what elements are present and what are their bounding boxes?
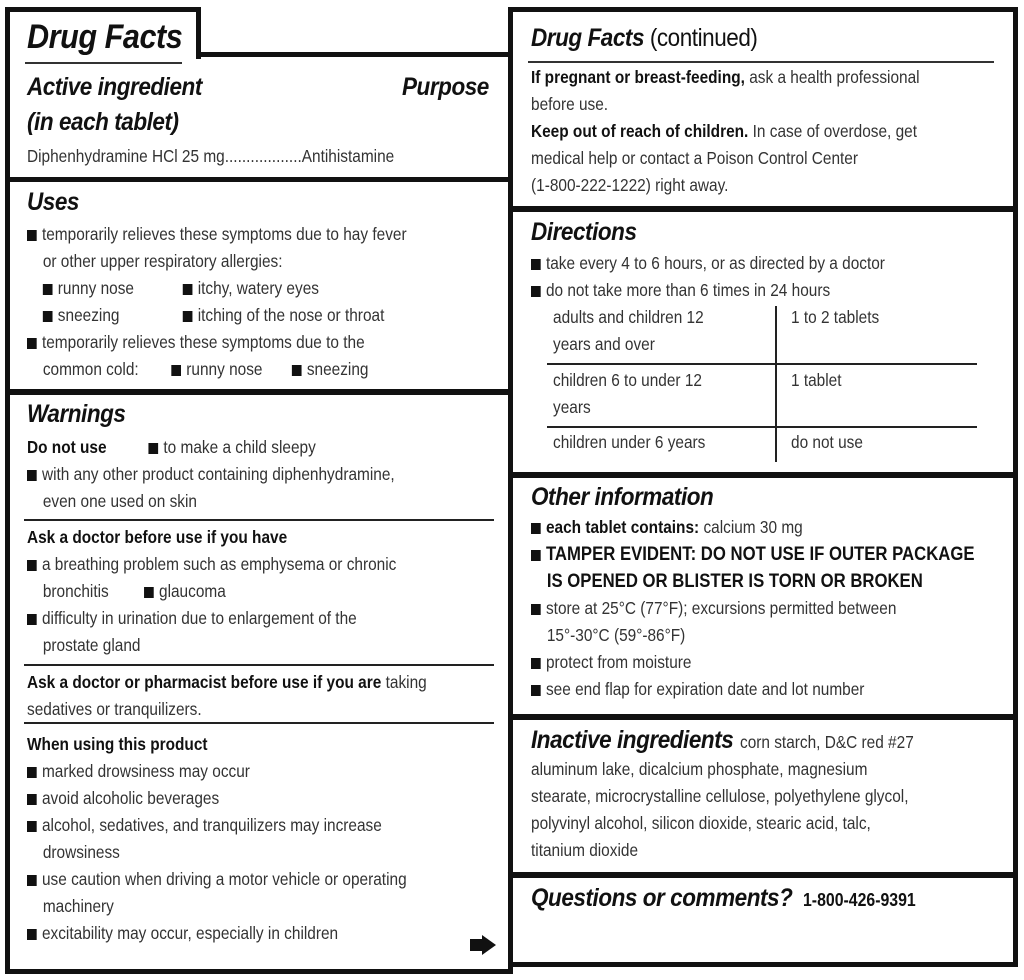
bullet-icon [27,470,37,481]
uses-item: temporarily relieves these symptoms due to hay fever [41,224,407,244]
purpose-heading: Purpose [402,73,489,101]
warning-item-cont: bronchitis [42,581,109,601]
bullet-icon [27,794,37,805]
bullet-icon [43,284,53,295]
other-info-item: calcium 30 mg [703,517,803,537]
thin-divider [24,519,494,521]
symptom: sneezing [306,359,369,379]
do-not-use-block [27,434,395,515]
symptom: sneezing [57,305,120,325]
do-not-use-label: Do not use [27,437,107,457]
other-info-heading: Other information [531,483,714,511]
other-info-item: store at 25°C (77°F); excursions permitted between [545,598,897,618]
table-row [553,367,702,421]
title-underline [528,61,994,63]
leader-dots: .................. [224,146,302,166]
other-info-label: each tablet contains: [545,517,700,537]
table-row [553,304,704,358]
directions-list [531,250,885,304]
ingredient-row [27,143,394,170]
bullet-icon [531,550,541,561]
bullet-icon [27,929,37,940]
dosage-table [547,306,977,466]
warning-item: a breathing problem such as emphysema or chronic [41,554,397,574]
pregnancy-block [531,64,920,199]
active-ingredient-subheading: (in each tablet) [27,108,179,136]
divider [508,206,1018,212]
bullet-icon [27,230,37,241]
directions-heading: Directions [531,218,637,246]
bullet-icon [43,311,53,322]
title-underline [25,62,182,64]
other-info-list [531,514,975,703]
bullet-icon [27,767,37,778]
divider [5,177,513,182]
continue-arrow-icon [470,935,496,955]
bullet-icon [531,259,541,270]
thin-divider [24,722,494,724]
keep-out-text: medical help or contact a Poison Control Center [531,148,859,168]
dose: 1 to 2 tablets [791,307,880,327]
dose: 1 tablet [791,370,842,390]
keep-out-label: Keep out of reach of children. [531,121,749,141]
ingredient-purpose: Antihistamine [301,146,395,166]
inactive-text: aluminum lake, dicalcium phosphate, magnesium [531,759,868,779]
divider [508,872,1018,878]
active-ingredient-heading: Active ingredient [27,73,202,101]
divider [5,389,513,395]
warning-item-cont: machinery [42,896,114,916]
direction-item: take every 4 to 6 hours, or as directed by a doctor [545,253,885,273]
direction-item: do not take more than 6 times in 24 hours [545,280,831,300]
left-title: Drug Facts [27,18,183,56]
bullet-icon [144,587,154,598]
bullet-icon [531,658,541,669]
warning-item-cont: prostate gland [42,635,141,655]
other-info-item: protect from moisture [545,652,692,672]
other-info-item: see end flap for expiration date and lot number [545,679,865,699]
warning-item: with any other product containing diphenhydramine, [41,464,395,484]
questions-phone: 1-800-426-9391 [803,890,917,910]
questions-heading: Questions or comments? [531,884,793,912]
warning-item-cont: drowsiness [42,842,120,862]
inactive-text: titanium dioxide [531,840,639,860]
keep-out-text: In case of overdose, get [752,121,918,141]
ask-pharmacist-block [27,669,427,723]
symptom: itching of the nose or throat [197,305,385,325]
table-col-divider [775,306,777,462]
warning-item: marked drowsiness may occur [41,761,250,781]
warning-item: alcohol, sedatives, and tranquilizers may increase [41,815,382,835]
age-group: children 6 to under 12 [553,370,702,390]
bullet-icon [148,443,158,454]
uses-heading: Uses [27,188,79,216]
pregnancy-text: before use. [531,94,609,114]
warning-item-cont: even one used on skin [42,491,197,511]
dose: do not use [791,432,863,452]
divider [508,714,1018,720]
table-row: children under 6 years [553,432,706,452]
uses-list [27,221,407,383]
bullet-icon [27,338,37,349]
inactive-block [531,726,960,864]
right-title-suffix: (continued) [649,24,758,52]
right-title-text: Drug Facts [531,24,645,52]
age-group: years and over [553,334,655,354]
inactive-text: stearate, microcrystalline cellulose, polyethylene glycol, [531,786,909,806]
tamper-warning: IS OPENED OR BLISTER IS TORN OR BROKEN [546,571,923,592]
when-using-block [27,731,407,947]
bullet-icon [531,685,541,696]
bullet-icon [27,821,37,832]
warning-item: excitability may occur, especially in children [41,923,339,943]
questions-block [531,884,932,913]
age-group: adults and children 12 [553,307,704,327]
age-group: years [553,397,591,417]
bullet-icon [183,284,193,295]
ask-pharmacist-text: sedatives or tranquilizers. [27,699,202,719]
right-title [531,24,757,53]
inactive-heading: Inactive ingredients [531,726,734,754]
ask-doctor-label: Ask a doctor before use if you have [27,527,288,547]
warning-item: use caution when driving a motor vehicle or operating [41,869,407,889]
uses-item: temporarily relieves these symptoms due to the [41,332,365,352]
divider [508,472,1018,478]
bullet-icon [27,875,37,886]
symptom: runny nose [186,359,263,379]
pregnancy-text: ask a health professional [749,67,920,87]
poison-control-number: (1-800-222-1222) right away. [531,175,729,195]
table-row-divider [547,426,977,428]
pregnancy-label: If pregnant or breast-feeding, [531,67,745,87]
ingredient-name: Diphenhydramine HCl 25 mg [27,146,225,166]
inactive-text: corn starch, D&C red #27 [739,732,914,752]
warning-item: to make a child sleepy [163,437,316,457]
uses-item-cont: common cold: [42,359,139,379]
warnings-heading: Warnings [27,400,126,428]
bullet-icon [531,286,541,297]
warning-item: avoid alcoholic beverages [41,788,220,808]
tamper-warning: TAMPER EVIDENT: DO NOT USE IF OUTER PACKAGE [545,544,975,565]
table-row-divider [547,363,977,365]
ask-doctor-block [27,524,396,659]
warning-item: difficulty in urination due to enlargement of the [41,608,357,628]
other-info-item: 15°-30°C (59°-86°F) [546,625,686,645]
bullet-icon [27,560,37,571]
symptom: runny nose [57,278,135,298]
bullet-icon [292,365,302,376]
symptom: itchy, watery eyes [197,278,319,298]
when-using-label: When using this product [27,734,208,754]
bullet-icon [183,311,193,322]
uses-item-cont: or other upper respiratory allergies: [42,251,283,271]
warning-item: glaucoma [159,581,226,601]
bullet-icon [27,614,37,625]
bullet-icon [531,523,541,534]
bullet-icon [531,604,541,615]
inactive-text: polyvinyl alcohol, silicon dioxide, stearic acid, talc, [531,813,871,833]
thin-divider [24,664,494,666]
ask-pharmacist-label: Ask a doctor or pharmacist before use if you are [27,672,382,692]
bullet-icon [171,365,181,376]
ask-pharmacist-text: taking [385,672,427,692]
